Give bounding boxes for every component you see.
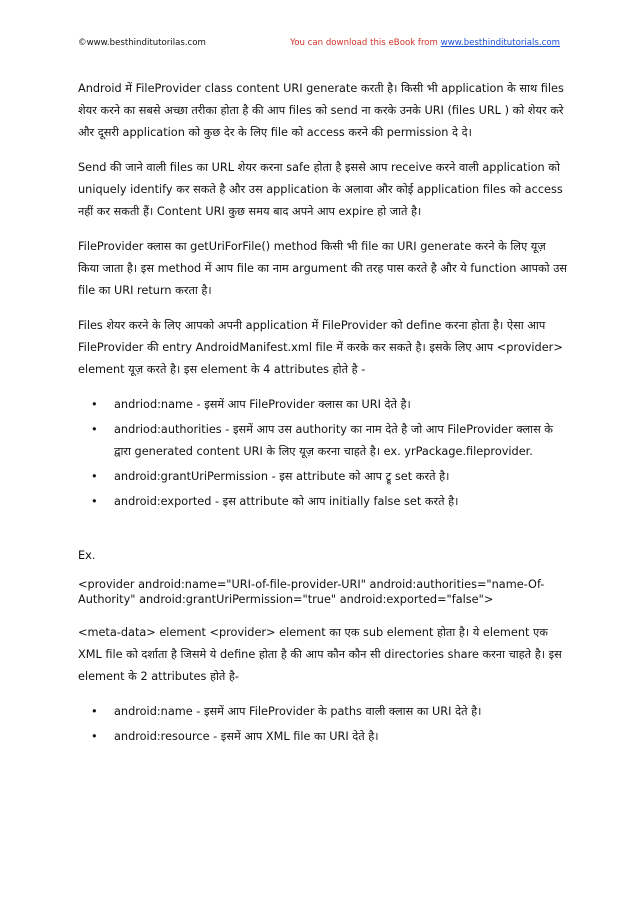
list-item-text: android:resource - इसमें आप XML file का URI देते है। [114,730,379,743]
list-item-text: android:name - इसमें आप FileProvider के paths वाली क्लास का URI देते है। [114,705,482,718]
list-item [78,466,570,488]
list-item [78,726,570,748]
list-item [78,701,570,723]
list-item-text: android:exported - इस attribute को आप initially false set करते है। [114,495,459,508]
download-link[interactable]: www.besthinditutorials.com [440,38,560,48]
list-item [78,394,570,416]
section-spacer [78,523,570,545]
document-body [78,78,570,758]
bullet-icon: • [91,730,98,743]
bullet-icon: • [91,495,98,508]
paragraph-safe-send: Send की जाने वाली files का URL शेयर करना safe होता है इससे आप receive करने वाली application को uniquely identify कर सकते है और उस application के अलावा और कोई application files को access नहीं कर सकती हैं। Content URI कुछ समय बाद अपने आप expire हो जाते है। [78,161,563,218]
download-notice [290,36,560,50]
list-item [78,491,570,513]
page-header [78,36,560,50]
paragraph-intro: Android में FileProvider class content URI generate करती है। किसी भी application के साथ files शेयर करने का सबसे अच्छा तरीका होता है की आप files को send ना करके उनके URI (files URL ) को शेयर करे और दूसरी application को कुछ देर के लिए file को access करने की permission दे दे। [78,82,564,139]
example-label: Ex. [78,549,96,562]
paragraph-meta-data: <meta-data> element <provider> element का एक sub element होता है। ये element एक XML file को दर्शाता है जिसमे ये define होता है की आप कौन कौन सी directories share करना चाहते है। इस element के 2 attributes होते है- [78,626,562,683]
copyright-text: ©www.besthinditutorilas.com [78,38,206,48]
list-item [78,419,570,463]
paragraph-geturiforfile: FileProvider क्लास का getUriForFile() method किसी भी file का URI generate करने के लिए यूज़ किया जाता है। इस method में आप file का नाम argument की तरह पास करते है और ये function आपको उस file का URI return करता है। [78,240,568,297]
list-item-text: andriod:authorities - इसमें आप उस authority का नाम देते है जो आप FileProvider क्लास के द्वारा generated content URI के लिए यूज़ करना चाहते है। ex. yrPackage.fileprovider. [114,423,553,458]
bullet-icon: • [91,423,98,436]
download-prefix: You can download this eBook from [290,38,441,48]
example-code: <provider android:name="URI-of-file-provider-URI" android:authorities="name-Of-Authority" android:grantUriPermission="true" android:exported="false"> [78,578,545,606]
bullet-icon: • [91,398,98,411]
provider-attributes-list [78,394,570,513]
meta-attributes-list [78,701,570,748]
bullet-icon: • [91,705,98,718]
list-item-text: andriod:name - इसमें आप FileProvider क्लास का URI देते है। [114,398,411,411]
list-item-text: android:grantUriPermission - इस attribute को आप ट्रू set करते है। [114,470,450,483]
bullet-icon: • [91,470,98,483]
paragraph-define-provider: Files शेयर करने के लिए आपको अपनी application में FileProvider को define करना होता है। ऐसा आप FileProvider की entry AndroidManifest.xml file में करके कर सकते है। इसके लिए आप <provider> element यूज़ करते है। इस element के 4 attributes होते है - [78,319,563,376]
